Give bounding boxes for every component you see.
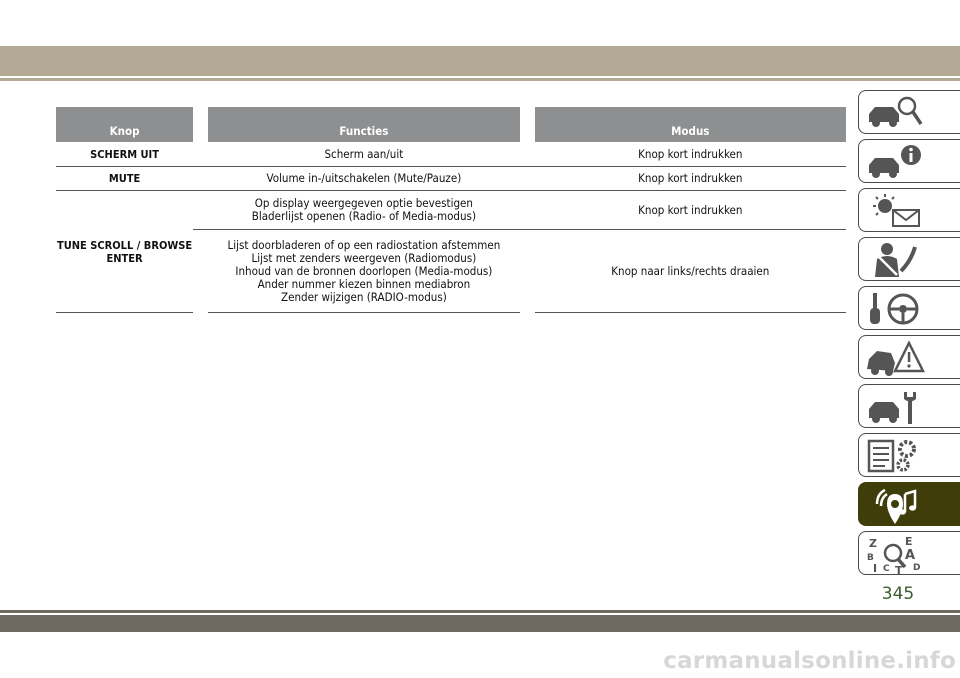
tab-car-info[interactable] xyxy=(858,139,960,183)
functie-line: Bladerlijst openen (Radio- of Media-modus) xyxy=(251,209,476,223)
modus-cell: Knop kort indrukken xyxy=(535,142,846,167)
functie-line: Zender wijzigen (RADIO-modus) xyxy=(280,289,447,304)
controls-table xyxy=(56,107,846,313)
top-decorative-band xyxy=(0,46,960,76)
tab-car-hazard[interactable] xyxy=(858,335,960,379)
tab-key-steering-wheel[interactable] xyxy=(858,286,960,330)
knop-cell: MUTE xyxy=(56,167,193,191)
top-decorative-line xyxy=(0,78,960,81)
modus-cell: Knop kort indrukken xyxy=(535,167,846,191)
tab-multimedia[interactable] xyxy=(858,482,960,526)
knop-cell: SCHERM UIT xyxy=(56,142,193,167)
functie-cell: Volume in-/uitschakelen (Mute/Pauze) xyxy=(208,167,519,191)
functie-line: Inhoud van de bronnen doorlopen (Media-modus) xyxy=(235,263,493,278)
functie-line: Lijst doorbladeren of op een radiostation afstemmen xyxy=(227,237,501,252)
functie-line: Lijst met zenders weergeven (Radiomodus) xyxy=(251,250,477,265)
index-letters-icon xyxy=(865,535,927,575)
index-letter: T xyxy=(895,564,903,575)
multimedia-music-icon xyxy=(865,486,925,526)
index-letter: C xyxy=(883,564,890,574)
functie-cell xyxy=(208,230,519,313)
tab-warning-light-message[interactable] xyxy=(858,188,960,232)
knop-line: ENTER xyxy=(106,251,143,265)
header-functies: Functies xyxy=(208,107,519,142)
header-modus: Modus xyxy=(535,107,846,142)
bottom-decorative-band xyxy=(0,615,960,632)
tab-person-seatbelt[interactable] xyxy=(858,237,960,281)
bottom-decorative-line xyxy=(0,610,960,613)
key-steering-wheel-icon xyxy=(865,290,925,328)
index-letter: E xyxy=(905,535,913,548)
index-letter: D xyxy=(913,563,921,573)
functie-line: Ander nummer kiezen binnen mediabron xyxy=(257,276,471,291)
index-letter: B xyxy=(867,553,874,563)
car-wrench-icon xyxy=(865,388,925,426)
index-letter: A xyxy=(905,548,916,563)
chapter-tabs xyxy=(858,90,960,580)
tab-index[interactable] xyxy=(858,531,960,575)
person-seatbelt-icon xyxy=(865,241,925,279)
tab-car-magnifier[interactable] xyxy=(858,90,960,134)
functie-line: Op display weergegeven optie bevestigen xyxy=(254,196,473,210)
knop-line: TUNE SCROLL / BROWSE xyxy=(56,238,193,252)
modus-cell: Knop naar links/rechts draaien xyxy=(535,230,846,313)
car-info-icon xyxy=(865,143,925,181)
functie-cell xyxy=(208,191,519,230)
table-row xyxy=(56,167,846,191)
index-letter: Z xyxy=(869,537,877,550)
index-letter: I xyxy=(873,562,878,575)
table-header-row xyxy=(56,107,846,142)
tab-car-wrench[interactable] xyxy=(858,384,960,428)
watermark-text: carmanualsonline.info xyxy=(663,648,956,674)
header-knop: Knop xyxy=(56,107,193,142)
list-gear-icon xyxy=(865,437,925,475)
tab-list-gear[interactable] xyxy=(858,433,960,477)
table-row xyxy=(56,191,846,230)
knop-cell xyxy=(56,191,193,313)
page-number: 345 xyxy=(881,584,915,604)
car-hazard-icon xyxy=(865,339,925,377)
table-row xyxy=(56,142,846,167)
functie-cell: Scherm aan/uit xyxy=(208,142,519,167)
modus-cell: Knop kort indrukken xyxy=(535,191,846,230)
car-magnifier-icon xyxy=(865,94,925,132)
warning-light-message-icon xyxy=(865,192,925,230)
